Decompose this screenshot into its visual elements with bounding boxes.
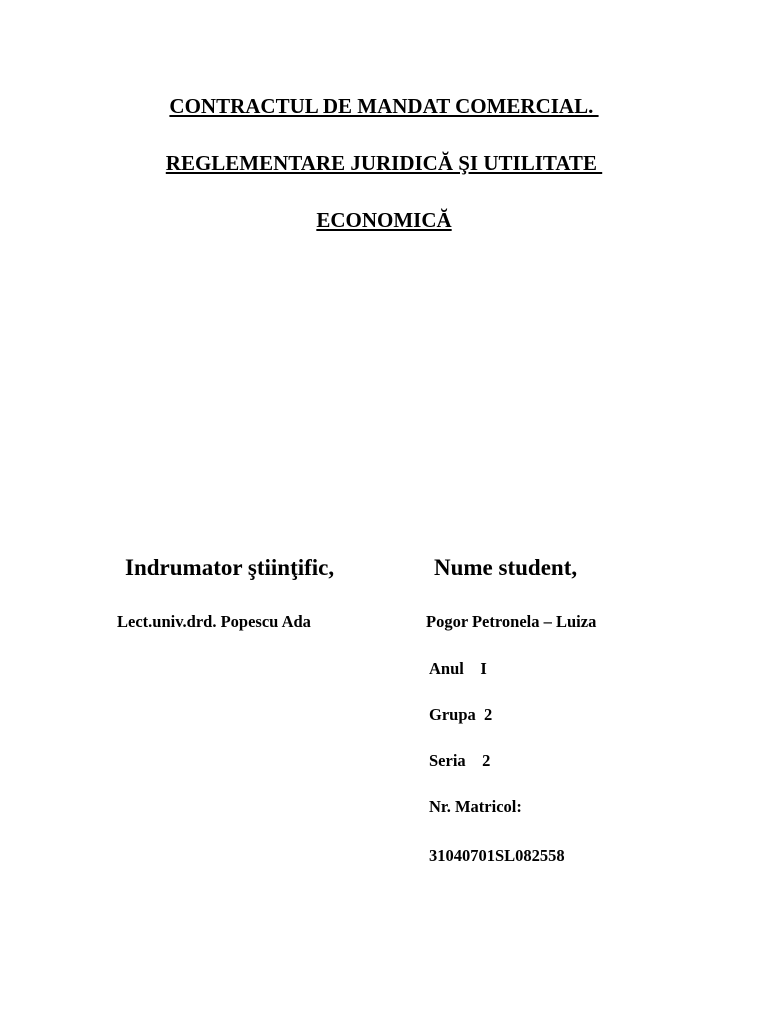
student-name: Pogor Petronela – Luiza: [426, 612, 597, 631]
title-line-1: CONTRACTUL DE MANDAT COMERCIAL.: [169, 94, 599, 118]
title-line-2: REGLEMENTARE JURIDICĂ ŞI UTILITATE: [165, 151, 603, 175]
matriculation-number: 31040701SL082558: [429, 846, 565, 865]
student-group: Grupa 2: [429, 705, 493, 724]
student-year: Anul I: [429, 659, 487, 678]
title-line-3: ECONOMICĂ: [316, 208, 452, 232]
student-series: Seria 2: [429, 751, 491, 770]
advisor-name: Lect.univ.drd. Popescu Ada: [117, 612, 311, 631]
matriculation-label: Nr. Matricol:: [429, 797, 522, 816]
advisor-heading: Indrumator ştiinţific,: [125, 555, 335, 580]
student-heading: Nume student,: [434, 555, 578, 580]
